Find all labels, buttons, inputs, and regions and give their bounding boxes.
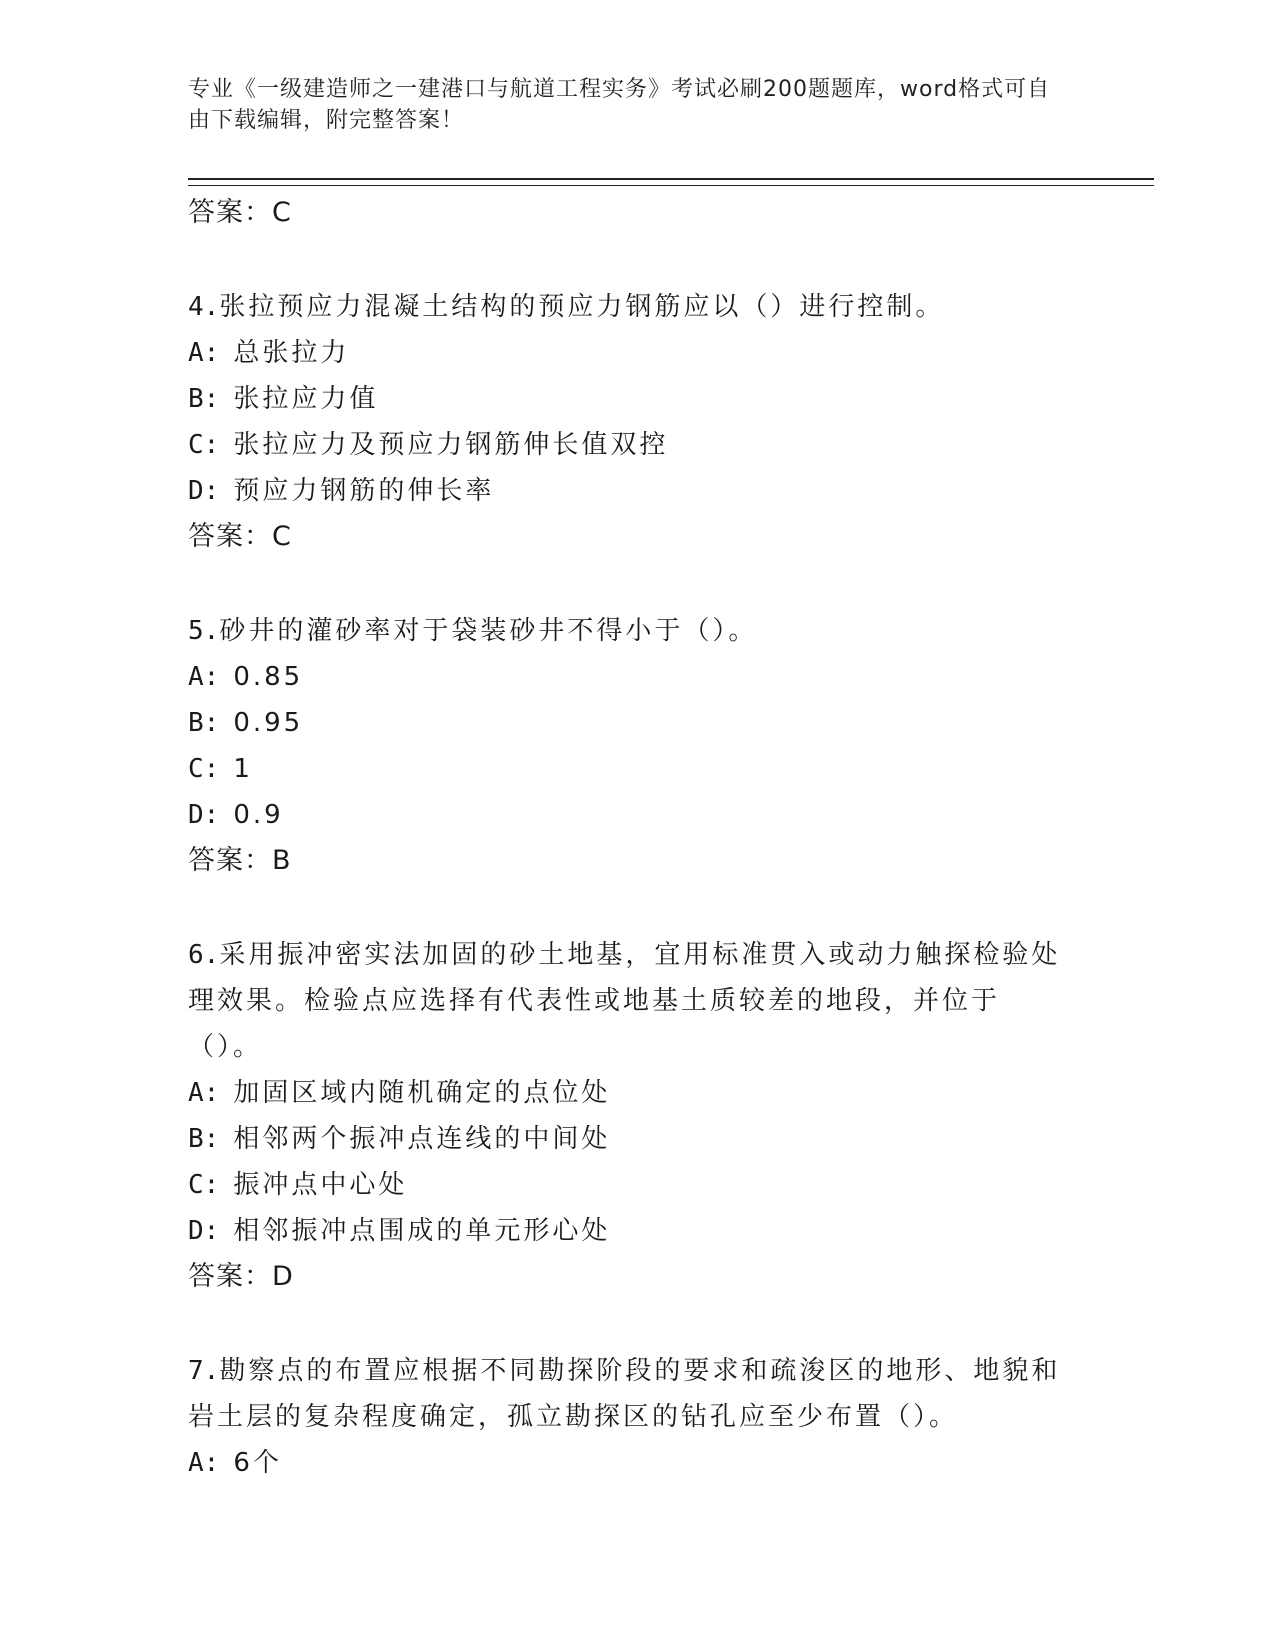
option-letter: D:	[188, 476, 220, 506]
option-letter: B:	[188, 384, 220, 414]
option-text: 加固区域内随机确定的点位处	[233, 1078, 611, 1108]
question-4-option-a	[188, 330, 1068, 376]
question-text: 采用振冲密实法加固的砂土地基，宜用标准贯入或动力触探检验处理效果。检验点应选择有代表性或地基土质较差的地段，并位于（）。	[188, 940, 1061, 1062]
question-5-option-a	[188, 654, 1068, 700]
option-text: 0.95	[233, 708, 304, 738]
question-6-option-c	[188, 1162, 1068, 1208]
question-7-stem	[188, 1348, 1068, 1440]
option-text: 相邻两个振冲点连线的中间处	[233, 1124, 611, 1154]
header-divider	[188, 178, 1154, 186]
question-number: 5.	[188, 616, 220, 646]
question-6-stem	[188, 932, 1068, 1070]
question-number: 6.	[188, 940, 220, 970]
question-6-option-b	[188, 1116, 1068, 1162]
question-number: 7.	[188, 1356, 220, 1386]
question-6-option-a	[188, 1070, 1068, 1116]
option-letter: A:	[188, 1448, 220, 1478]
option-letter: A:	[188, 1078, 220, 1108]
option-letter: C:	[188, 1170, 220, 1200]
option-text: 1	[233, 754, 253, 784]
question-7-option-a	[188, 1440, 1068, 1486]
option-letter: C:	[188, 754, 220, 784]
option-text: 振冲点中心处	[233, 1170, 408, 1200]
option-text: 张拉应力及预应力钢筋伸长值双控	[233, 430, 669, 460]
question-text: 张拉预应力混凝土结构的预应力钢筋应以（）进行控制。	[219, 292, 945, 322]
option-letter: B:	[188, 1124, 220, 1154]
document-body	[188, 190, 1068, 1486]
question-5-stem	[188, 608, 1068, 654]
spacer	[188, 236, 1068, 284]
option-letter: D:	[188, 1216, 220, 1246]
option-letter: A:	[188, 338, 220, 368]
option-text: 6个	[233, 1448, 282, 1478]
answer-previous: 答案：C	[188, 197, 292, 228]
question-text: 勘察点的布置应根据不同勘探阶段的要求和疏浚区的地形、地貌和岩土层的复杂程度确定，孤立勘探区的钻孔应至少布置（）。	[188, 1356, 1061, 1432]
question-6-option-d	[188, 1208, 1068, 1254]
question-number: 4.	[188, 292, 220, 322]
option-text: 张拉应力值	[233, 384, 379, 414]
spacer	[188, 884, 1068, 932]
question-4-option-c	[188, 422, 1068, 468]
option-letter: B:	[188, 708, 220, 738]
option-text: 0.85	[233, 662, 304, 692]
question-text: 砂井的灌砂率对于袋装砂井不得小于（）。	[219, 616, 758, 646]
spacer	[188, 560, 1068, 608]
question-5-option-c	[188, 746, 1068, 792]
question-4-option-b	[188, 376, 1068, 422]
question-4-answer: 答案：C	[188, 521, 292, 552]
question-4-option-d	[188, 468, 1068, 514]
option-letter: A:	[188, 662, 220, 692]
document-header: 专业《一级建造师之一建港口与航道工程实务》考试必刷200题题库，word格式可自由下载编辑，附完整答案！	[188, 77, 1051, 133]
question-5-option-b	[188, 700, 1068, 746]
option-text: 相邻振冲点围成的单元形心处	[233, 1216, 611, 1246]
option-text: 预应力钢筋的伸长率	[233, 476, 495, 506]
question-4-stem	[188, 284, 1068, 330]
question-5-answer: 答案：B	[188, 845, 292, 876]
question-6-answer: 答案：D	[188, 1261, 294, 1292]
question-5-option-d	[188, 792, 1068, 838]
option-letter: D:	[188, 800, 220, 830]
option-text: 总张拉力	[233, 338, 350, 368]
option-text: 0.9	[233, 800, 284, 830]
spacer	[188, 1300, 1068, 1348]
option-letter: C:	[188, 430, 220, 460]
